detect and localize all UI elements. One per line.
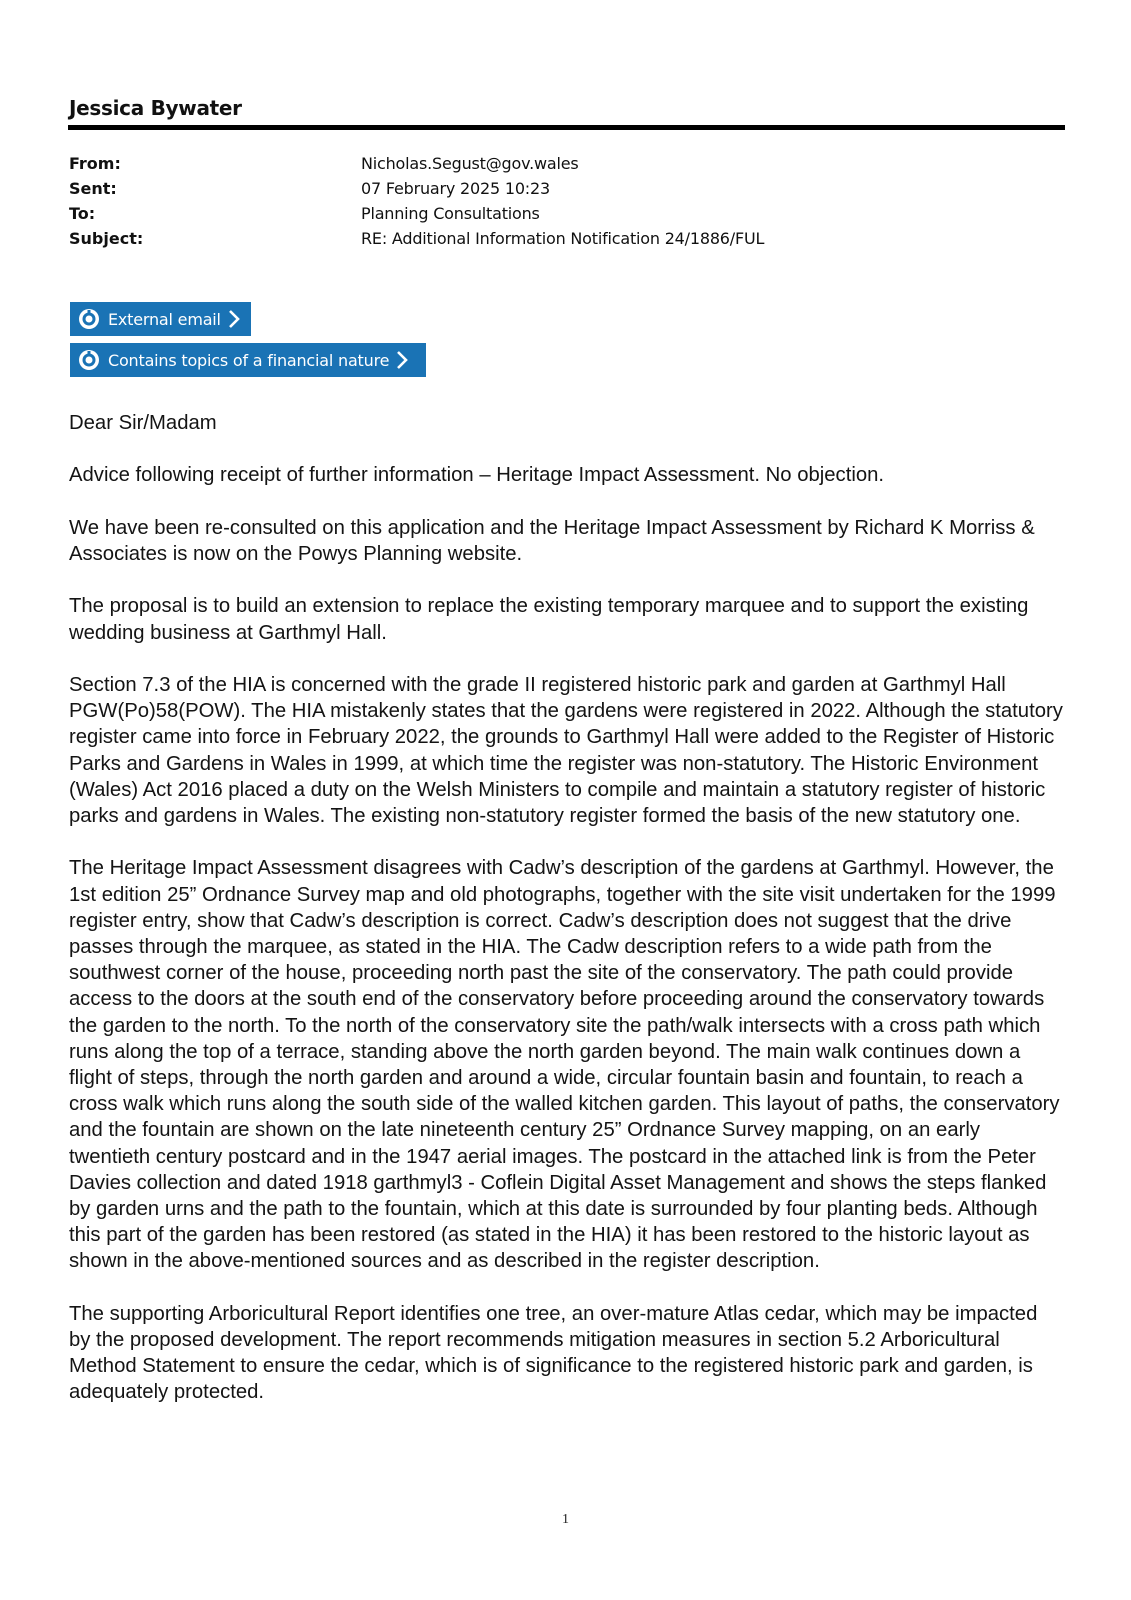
body-paragraph: The proposal is to build an extension to replace the existing temporary marquee and to support the existing wedding business at Garthmyl Hall. [69, 595, 1029, 644]
body-paragraph: Section 7.3 of the HIA is concerned with the grade II registered historic park and garden at Garthmyl Hall PGW(Po)58(POW). The HIA mistakenly states that the gardens were registered in 2022. Although the statutory register came into force in February 2022, the grounds to Garthmyl Hall were added to the Register of Historic Parks and Gardens in Wales in 1999, at which time the register was non-statutory. The Historic Environment (Wales) Act 2016 placed a duty on the Welsh Ministers to compile and maintain a statutory register of historic parks and gardens in Wales. The existing non-statutory register formed the basis of the new statutory one. [69, 673, 1063, 827]
sent-row [69, 176, 764, 201]
email-body [69, 410, 1064, 1432]
from-value: Nicholas.Segust@gov.wales [361, 154, 579, 173]
body-paragraph: The Heritage Impact Assessment disagrees with Cadw’s description of the gardens at Garthmyl. However, the 1st edition 25” Ordnance Survey map and old photographs, together with the site visit undertaken for the 1999 register entry, show that Cadw’s description is correct. Cadw’s description does not suggest that the drive passes through the marquee, as stated in the HIA. The Cadw description refers to a wide path from the southwest corner of the house, proceeding north past the site of the conservatory. The path could provide access to the doors at the south end of the conservatory before proceeding around the conservatory towards the garden to the north. To the north of the conservatory site the path/walk intersects with a cross path which runs along the top of a terrace, standing above the north garden beyond. The main walk continues down a flight of steps, through the north garden and around a wide, circular fountain basin and fountain, to reach a cross walk which runs along the south side of the walled kitchen garden. This layout of paths, the conservatory and the fountain are shown on the late nineteenth century 25” Ordnance Survey mapping, on an early twentieth century postcard and in the 1947 aerial images. The postcard in the attached link is from the Peter Davies collection and dated 1918 garthmyl3 - Coflein Digital Asset Management and shows the steps flanked by garden urns and the path to the fountain, which at this date is surrounded by four planting beds. Although this part of the garden has been restored (as stated in the HIA) it has been restored to the historic layout as shown in the above-mentioned sources and as described in the register description. [69, 857, 1060, 1273]
chevron-right-icon [227, 308, 241, 330]
sent-value: 07 February 2025 10:23 [361, 179, 550, 198]
from-label: From: [69, 154, 121, 173]
sender-heading: Jessica Bywater [69, 96, 242, 120]
to-value: Planning Consultations [361, 204, 540, 223]
body-paragraph: The supporting Arboricultural Report identifies one tree, an over-mature Atlas cedar, which may be impacted by the proposed development. The report recommends mitigation measures in section 5.2 Arboricultural Method Statement to ensure the cedar, which is of significance to the registered historic park and garden, is adequately protected. [69, 1302, 1038, 1404]
security-shield-icon [78, 349, 100, 371]
security-shield-icon [78, 308, 100, 330]
subject-row [69, 226, 764, 251]
to-row [69, 201, 764, 226]
subject-label: Subject: [69, 229, 144, 248]
sent-label: Sent: [69, 179, 117, 198]
body-paragraph: Advice following receipt of further information – Heritage Impact Assessment. No objection. [69, 464, 885, 487]
email-metadata [69, 151, 764, 251]
financial-topics-label: Contains topics of a financial nature [108, 350, 390, 370]
financial-topics-tag[interactable] [70, 343, 426, 377]
page-number: 1 [562, 1512, 569, 1527]
header-divider [68, 125, 1065, 130]
salutation: Dear Sir/Madam [69, 412, 217, 434]
body-paragraph: We have been re-consulted on this application and the Heritage Impact Assessment by Richard K Morriss & Associates is now on the Powys Planning website. [69, 516, 1035, 565]
from-row [69, 151, 764, 176]
chevron-right-icon [395, 349, 409, 371]
to-label: To: [69, 204, 96, 223]
external-email-label: External email [108, 309, 221, 329]
subject-value: RE: Additional Information Notification 24/1886/FUL [361, 229, 765, 248]
external-email-tag[interactable] [70, 302, 251, 336]
